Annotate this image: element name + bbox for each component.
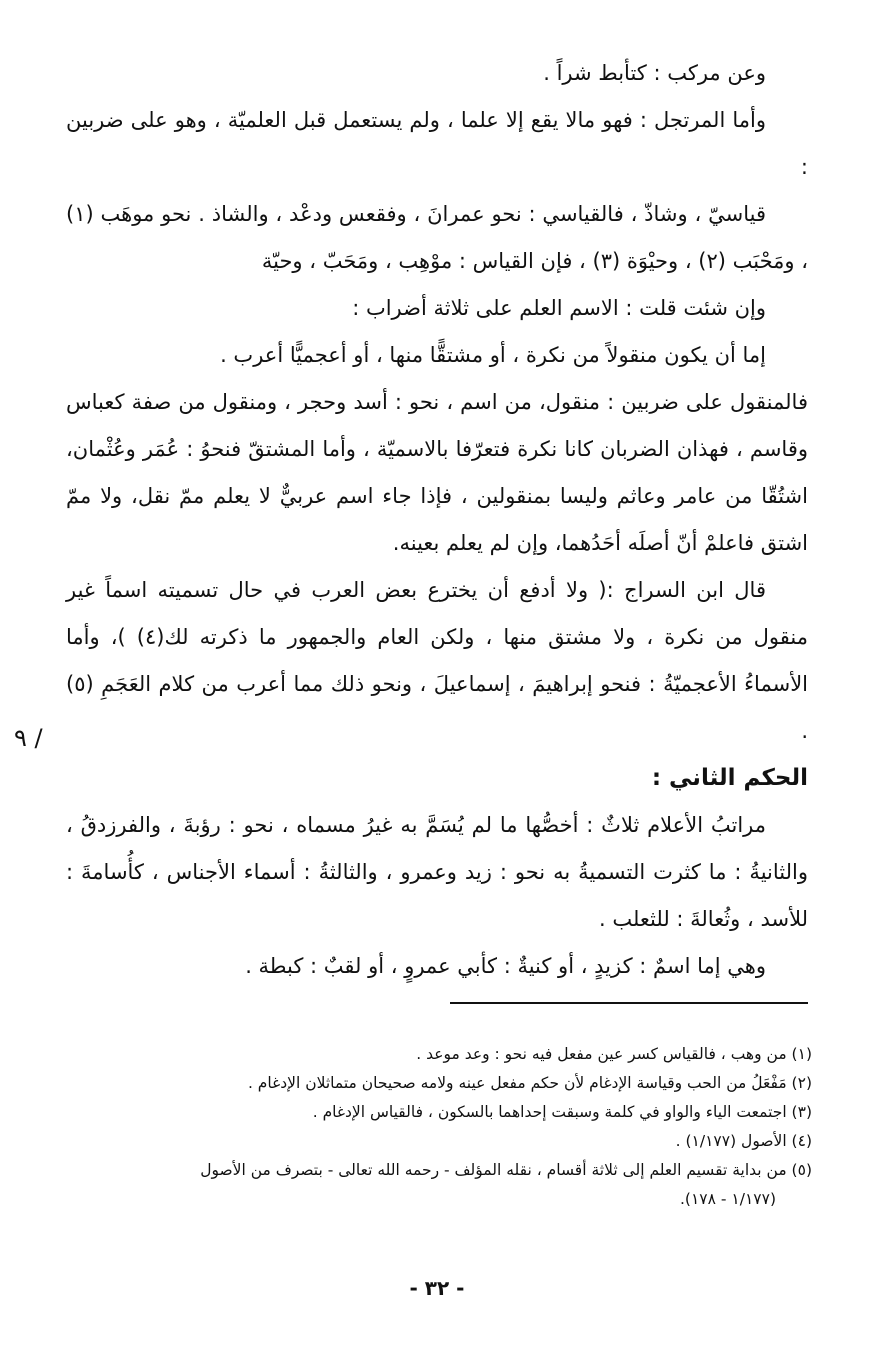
footnote-1: (١) من وهب ، فالقياس كسر عين مفعل فيه نحو : وعد موعد . (416, 1045, 812, 1063)
paragraph-compound-example: وعن مركب : كتأبط شراً . (543, 61, 766, 85)
paragraph-types-list: إما أن يكون منقولاً من نكرة ، أو مشتقًّا منها ، أو أعجميًّا أعرب . (220, 343, 766, 367)
paragraph-ranks: مراتبُ الأعلام ثلاثٌ : أخصُّها ما لم يُسَمَّ به غيرُ مسماه ، نحو : رؤبةَ ، والفرزدقُ ، والثانيةُ : ما كثرت التسميةُ به نحو : زيد وعمرو ، والثالثةُ : أسماء الأجناس ، كأُسامةَ : للأسد ، وثُعالةَ : للثعلب . (66, 813, 808, 931)
paragraph-name-kinds: وهي إما اسمٌ : كزيدٍ ، أو كنيةٌ : كأبي عمروٍ ، أو لقبٌ : كبطة . (245, 954, 766, 978)
section-heading: الحكم الثاني : (651, 765, 808, 791)
paragraph-three-types: وإن شئت قلت : الاسم العلم على ثلاثة أضراب : (352, 296, 766, 320)
paragraph-qiyasi-shadh: قياسيّ ، وشاذّ ، فالقياسي : نحو عمرانَ ، وفقعس ودعْد ، والشاذ . نحو موهَب (١) ، ومَحْبَب (٢) ، وحيْوَة (٣) ، فإن القياس : موْهِب ، ومَحَبّ ، وحيّة (66, 202, 808, 273)
footnote-2: (٢) مَفْعَلُ من الحب وقياسة الإدغام لأن حكم مفعل عينه ولامه صحيحان متماثلان الإدغام . (247, 1074, 812, 1092)
footnotes (62, 1040, 812, 1214)
paragraph-murtajal: وأما المرتجل : فهو مالا يقع إلا علما ، ولم يستعمل قبل العلميّة ، وهو على ضربين : (66, 108, 808, 179)
main-text (66, 50, 808, 990)
footnote-3: (٣) اجتمعت الياء والواو في كلمة وسبقت إحداهما بالسكون ، فالقياس الإدغام . (312, 1103, 812, 1121)
paragraph-manqul: فالمنقول على ضربين : منقول، من اسم ، نحو : أسد وحجر ، ومنقول من صفة كعباس وقاسم ، فهذان الضربان كانا نكرة فتعرّفا بالاسميّة ، وأما المشتقّ فنحوُ : عُمَر وعُثْمان، اشتُقّا من عامر وعاثم وليسا بمنقولين ، فإذا جاء اسم عربيٌّ لا يعلم ممّ نقل، ولا ممّ اشتق فاعلمْ أنّ أصلَه أحَدُهما، وإن لم يعلم بعينه. (66, 390, 808, 555)
footnote-separator (450, 1002, 808, 1004)
footnote-5: (٥) من بداية تقسيم العلم إلى ثلاثة أقسام ، نقله المؤلف - رحمه الله تعالى - بتصرف من الأصول (200, 1161, 812, 1179)
margin-folio-note: ٩ / (14, 724, 43, 752)
paragraph-ibn-al-sarraj: قال ابن السراج :( ولا أدفع أن يخترع بعض العرب في حال تسميته اسماً غير منقول من نكرة ، ولا مشتق منها ، ولكن العام والجمهور ما ذكرته لك(٤) )، وأما الأسماءُ الأعجميّةُ : فنحو إبراهيمَ ، إسماعيلَ ، ونحو ذلك مما أعرب من كلام العَجَمِ (٥) . (66, 578, 808, 743)
footnote-4: (٤) الأصول (١/١٧٧) . (675, 1132, 812, 1150)
page-number: - ٣٢ - (409, 1276, 465, 1300)
footnote-5-continuation: (١/١٧٧ - ١٧٨). (679, 1190, 776, 1208)
